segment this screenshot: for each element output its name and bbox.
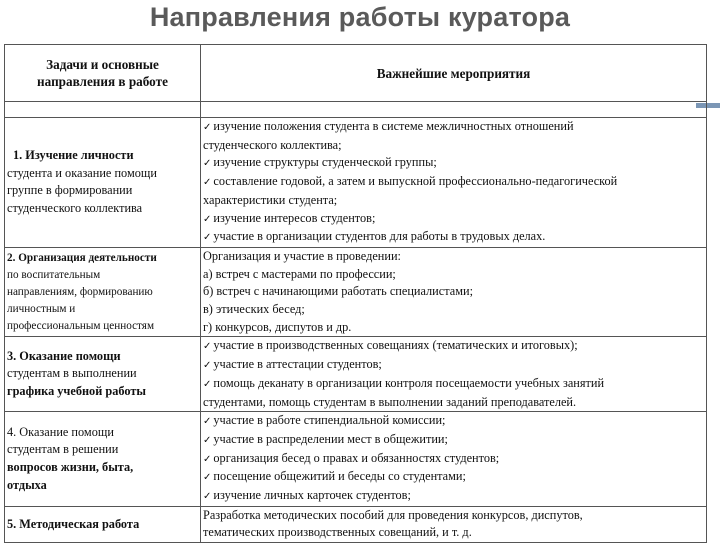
table-row <box>5 337 707 412</box>
activities-cell <box>201 118 707 248</box>
checkmark-icon: ✓ <box>203 122 212 133</box>
list-item: Организация и участие в проведении: <box>203 248 401 263</box>
task-line: по воспитательным <box>7 268 101 281</box>
task-title: 2. Организация деятельности <box>7 251 157 264</box>
list-item: ✓ участие в производственных совещаниях (тематических и итоговых); <box>203 338 578 353</box>
task-line: отдыха <box>7 477 47 492</box>
task-line: студентам в выполнении <box>7 366 137 381</box>
list-item: ✓ изучение структуры студенческой группы; <box>203 155 437 170</box>
task-line: графика учебной работы <box>7 384 146 399</box>
checkmark-icon: ✓ <box>203 177 212 189</box>
table-header-row <box>5 45 707 102</box>
task-title: 1. Изучение личности <box>13 148 134 163</box>
task-line: студентам в решении <box>7 442 119 457</box>
checkmark-icon: ✓ <box>203 158 212 170</box>
checkmark-icon: ✓ <box>203 434 212 446</box>
page-title: Направления работы куратора <box>149 2 571 32</box>
list-item: ✓ составление годовой, а затем и выпускной профессионально-педагогической <box>203 174 618 189</box>
list-item: б) встреч с начинающими работать специалистами; <box>203 284 473 299</box>
header-activities: Важнейшие мероприятия <box>201 45 707 102</box>
activities-cell <box>201 506 707 542</box>
table-row <box>5 247 707 337</box>
checkmark-icon: ✓ <box>203 232 212 244</box>
task-title: 3. Оказание помощи <box>7 348 121 363</box>
list-item: ✓ организация бесед о правах и обязанностях студентов; <box>203 450 500 465</box>
activities-cell <box>201 337 707 412</box>
task-title: 4. Оказание помощи <box>7 424 114 439</box>
header-tasks-line: направления в работе <box>37 74 168 89</box>
list-item: ✓ посещение общежитий и беседы со студентами; <box>203 469 466 484</box>
list-item: в) этических бесед; <box>203 302 305 317</box>
table-row <box>5 506 707 542</box>
task-line: направлениям, формированию <box>7 285 153 298</box>
task-cell <box>5 247 201 337</box>
task-cell <box>5 506 201 542</box>
list-item: ✓ изучение положения студента в системе межличностных отношений <box>203 119 574 133</box>
activities-cell <box>201 247 707 337</box>
checkmark-icon: ✓ <box>203 341 212 353</box>
list-item: ✓ участие в организации студентов для работы в трудовых делах. <box>203 229 546 244</box>
task-line: студенческого коллектива <box>7 201 143 216</box>
task-cell <box>5 337 201 412</box>
list-item: ✓ участие в распределении мест в общежитии; <box>203 431 448 446</box>
activities-cell <box>201 412 707 507</box>
task-cell <box>5 118 201 248</box>
task-cell <box>5 412 201 507</box>
list-item: студенческого коллектива; <box>203 137 342 152</box>
task-line: личностным и <box>7 302 76 315</box>
checkmark-icon: ✓ <box>203 453 212 465</box>
list-item: ✓ изучение интересов студентов; <box>203 210 376 225</box>
checkmark-icon: ✓ <box>203 416 212 428</box>
list-item: ✓ участие в аттестации студентов; <box>203 357 382 372</box>
list-item: Разработка методических пособий для проведения конкурсов, диспутов, <box>203 507 583 522</box>
table-spacer-row <box>5 102 707 118</box>
list-item: г) конкурсов, диспутов и др. <box>203 319 352 334</box>
checkmark-icon: ✓ <box>203 491 212 503</box>
list-item: тематических производственных совещаний, и т. д. <box>203 525 472 540</box>
task-title: 5. Методическая работа <box>7 516 140 531</box>
list-item: ✓ помощь деканату в организации контроля посещаемости учебных занятий <box>203 375 605 390</box>
task-line: студента и оказание помощи <box>7 165 157 180</box>
list-item: ✓ изучение личных карточек студентов; <box>203 488 411 503</box>
header-tasks <box>5 45 201 102</box>
table-row <box>5 118 707 248</box>
checkmark-icon: ✓ <box>203 213 212 225</box>
checkmark-icon: ✓ <box>203 360 212 372</box>
list-item: а) встреч с мастерами по профессии; <box>203 266 396 281</box>
curator-table <box>4 44 707 543</box>
list-item: характеристики студента; <box>203 192 338 207</box>
checkmark-icon: ✓ <box>203 472 212 484</box>
task-line: вопросов жизни, быта, <box>7 460 134 474</box>
table-row <box>5 412 707 507</box>
checkmark-icon: ✓ <box>203 378 212 390</box>
task-line: профессиональным ценностям <box>7 319 155 332</box>
list-item: ✓ участие в работе стипендиальной комиссии; <box>203 413 446 428</box>
list-item: студентами, помощь студентам в выполнении заданий преподавателей. <box>203 394 577 409</box>
task-line: группе в формировании <box>7 183 133 198</box>
header-tasks-line: Задачи и основные <box>46 57 159 72</box>
